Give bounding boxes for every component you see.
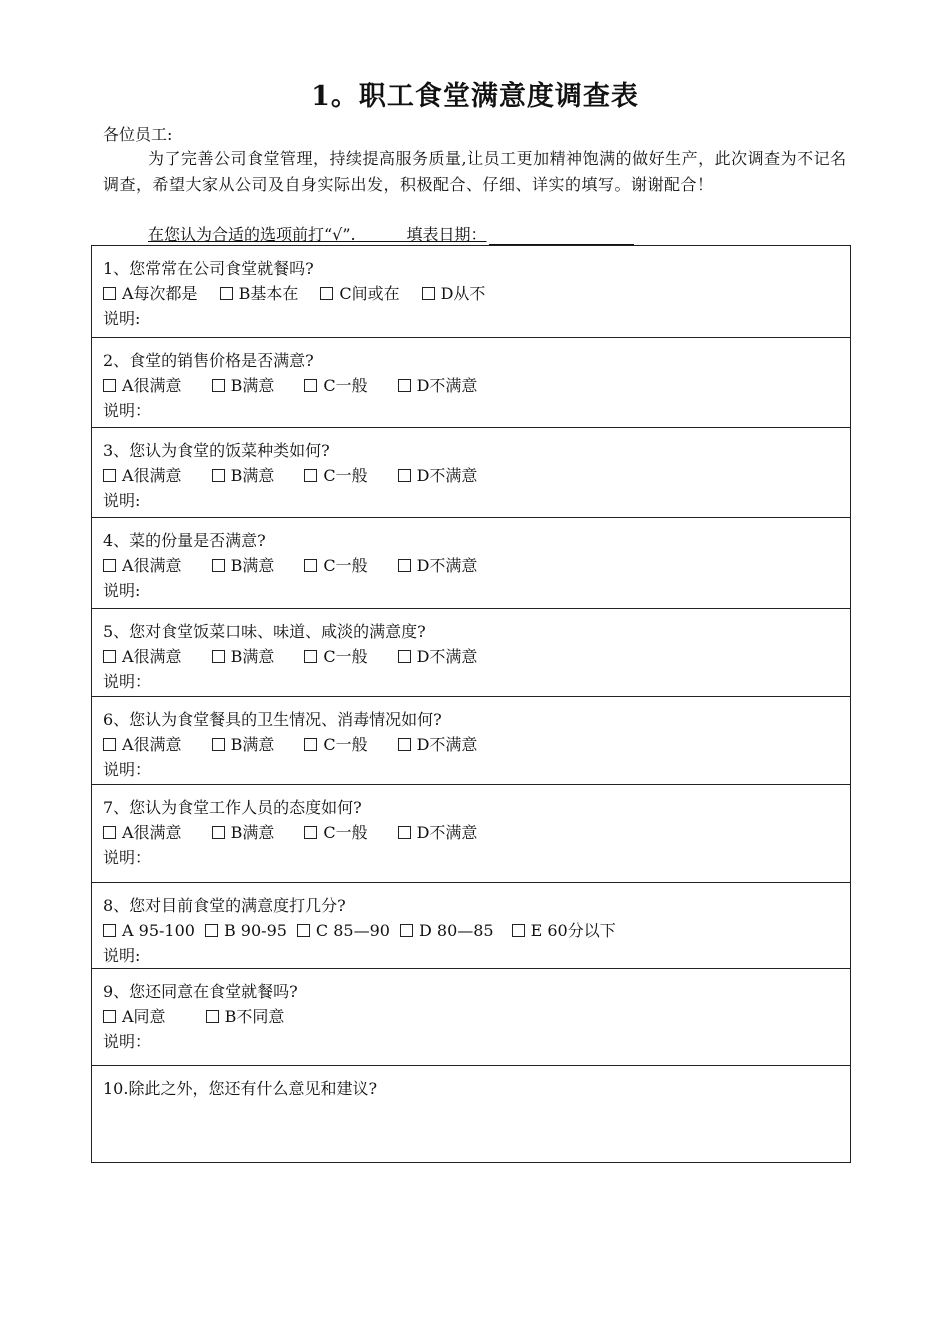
- option-label: D不满意: [416, 647, 478, 666]
- note-label: 说明：: [103, 1032, 152, 1051]
- checkbox[interactable]: [103, 650, 116, 663]
- checkbox[interactable]: [103, 738, 116, 751]
- option-8-5[interactable]: [512, 918, 616, 943]
- checkbox[interactable]: [212, 738, 225, 751]
- question-label: 1、您常常在公司食堂就餐吗?: [103, 259, 314, 278]
- option-label: C间或在: [339, 284, 400, 303]
- question-label: 6、您认为食堂餐具的卫生情况、消毒情况如何?: [103, 710, 442, 729]
- option-label: C 85—90: [315, 921, 390, 940]
- checkbox[interactable]: [400, 924, 413, 937]
- option-label: C一般: [323, 647, 368, 666]
- checkbox[interactable]: [212, 469, 225, 482]
- checkbox[interactable]: [398, 738, 411, 751]
- note-label: 说明：: [103, 848, 152, 867]
- option-8-3[interactable]: [297, 918, 390, 943]
- note-label: 说明:: [103, 946, 141, 965]
- options-row: [103, 373, 850, 398]
- option-5-3[interactable]: [304, 644, 367, 669]
- question-label: 4、菜的份量是否满意?: [103, 531, 266, 550]
- option-9-1[interactable]: [103, 1004, 166, 1029]
- survey-table: [91, 245, 851, 1163]
- question-9: [92, 969, 850, 1066]
- option-label: C一般: [323, 823, 368, 842]
- note-label: 说明：: [103, 401, 152, 420]
- option-label: D 80—85: [418, 921, 494, 940]
- option-9-2[interactable]: [206, 1004, 285, 1029]
- option-4-4[interactable]: [398, 553, 478, 578]
- date-label: 填表日期：: [406, 225, 487, 244]
- option-6-3[interactable]: [304, 732, 367, 757]
- question-label: 8、您对目前食堂的满意度打几分?: [103, 896, 346, 915]
- checkbox[interactable]: [103, 559, 116, 572]
- question-3: [92, 428, 850, 518]
- options-row: [103, 644, 850, 669]
- checkbox[interactable]: [304, 379, 317, 392]
- option-4-1[interactable]: [103, 553, 182, 578]
- options-row: [103, 281, 850, 306]
- option-label: B满意: [230, 735, 275, 754]
- options-row: [103, 1004, 850, 1029]
- question-label: 3、您认为食堂的饭菜种类如何?: [103, 441, 330, 460]
- option-1-3[interactable]: [320, 281, 399, 306]
- option-label: B满意: [230, 556, 275, 575]
- option-5-2[interactable]: [212, 644, 275, 669]
- question-2: [92, 338, 850, 428]
- question-1: [92, 246, 850, 338]
- checkbox[interactable]: [297, 924, 310, 937]
- checkbox[interactable]: [304, 559, 317, 572]
- checkbox[interactable]: [103, 924, 116, 937]
- option-4-2[interactable]: [212, 553, 275, 578]
- options-row: [103, 732, 850, 757]
- option-3-2[interactable]: [212, 463, 275, 488]
- checkbox[interactable]: [398, 559, 411, 572]
- question-7: [92, 785, 850, 883]
- option-label: A很满意: [122, 556, 182, 575]
- options-row: [103, 820, 850, 845]
- greeting: 各位员工:: [103, 125, 173, 144]
- option-2-4[interactable]: [398, 373, 478, 398]
- option-2-1[interactable]: [103, 373, 182, 398]
- checkbox[interactable]: [398, 826, 411, 839]
- checkbox[interactable]: [398, 650, 411, 663]
- option-4-3[interactable]: [304, 553, 367, 578]
- question-label: 2、食堂的销售价格是否满意?: [103, 351, 314, 370]
- checkbox[interactable]: [212, 650, 225, 663]
- intro-paragraph: 为了完善公司食堂管理，持续提高服务质量,让员工更加精神饱满的做好生产，此次调查为不记名调查，希望大家从公司及自身实际出发，积极配合、仔细、详实的填写。谢谢配合！: [103, 149, 847, 194]
- options-row: [103, 553, 850, 578]
- checkbox[interactable]: [304, 826, 317, 839]
- option-label: C一般: [323, 735, 368, 754]
- option-label: D不满意: [416, 823, 478, 842]
- option-label: A很满意: [122, 647, 182, 666]
- checkbox[interactable]: [212, 379, 225, 392]
- option-8-2[interactable]: [205, 918, 287, 943]
- note-label: 说明:: [103, 309, 141, 328]
- question-8: [92, 883, 850, 969]
- checkbox[interactable]: [103, 826, 116, 839]
- question-label: 7、您认为食堂工作人员的态度如何?: [103, 798, 362, 817]
- checkbox[interactable]: [398, 469, 411, 482]
- checkbox[interactable]: [103, 1010, 116, 1023]
- question-10: [92, 1066, 850, 1163]
- options-row: [103, 463, 850, 488]
- question-5: [92, 609, 850, 697]
- option-label: C一般: [323, 466, 368, 485]
- option-label: B基本在: [238, 284, 299, 303]
- checkbox[interactable]: [206, 1010, 219, 1023]
- option-6-1[interactable]: [103, 732, 182, 757]
- question-6: [92, 697, 850, 785]
- option-7-4[interactable]: [398, 820, 478, 845]
- option-label: C一般: [323, 556, 368, 575]
- question-label: 9、您还同意在食堂就餐吗?: [103, 982, 298, 1001]
- checkbox[interactable]: [398, 379, 411, 392]
- option-7-3[interactable]: [304, 820, 367, 845]
- option-label: E 60分以下: [530, 921, 616, 940]
- option-5-1[interactable]: [103, 644, 182, 669]
- option-label: D不满意: [416, 466, 478, 485]
- checkbox[interactable]: [512, 924, 525, 937]
- option-5-4[interactable]: [398, 644, 478, 669]
- option-label: A 95-100: [122, 921, 195, 940]
- option-label: D从不: [440, 284, 486, 303]
- checkbox[interactable]: [220, 287, 233, 300]
- checkbox[interactable]: [103, 469, 116, 482]
- option-3-3[interactable]: [304, 463, 367, 488]
- option-8-4[interactable]: [400, 918, 494, 943]
- option-label: B满意: [230, 376, 275, 395]
- question-4: [92, 518, 850, 609]
- option-label: D不满意: [416, 376, 478, 395]
- option-label: B满意: [230, 466, 275, 485]
- option-7-1[interactable]: [103, 820, 182, 845]
- option-label: C一般: [323, 376, 368, 395]
- option-label: B不同意: [224, 1007, 285, 1026]
- note-label: 说明:: [103, 581, 141, 600]
- instruction-line: [148, 222, 634, 245]
- option-label: A每次都是: [122, 284, 198, 303]
- option-label: A同意: [122, 1007, 166, 1026]
- option-3-1[interactable]: [103, 463, 182, 488]
- checkbox[interactable]: [304, 469, 317, 482]
- checkbox[interactable]: [205, 924, 218, 937]
- date-field[interactable]: [489, 228, 634, 245]
- survey-title: 1。职工食堂满意度调查表: [311, 81, 639, 112]
- option-label: A很满意: [122, 735, 182, 754]
- option-label: D不满意: [416, 735, 478, 754]
- option-label: B满意: [230, 823, 275, 842]
- checkbox[interactable]: [422, 287, 435, 300]
- checkbox[interactable]: [103, 379, 116, 392]
- option-7-2[interactable]: [212, 820, 275, 845]
- checkbox[interactable]: [212, 559, 225, 572]
- option-label: A很满意: [122, 376, 182, 395]
- option-6-2[interactable]: [212, 732, 275, 757]
- question-label: 10.除此之外，您还有什么意见和建议?: [103, 1079, 378, 1098]
- option-label: A很满意: [122, 466, 182, 485]
- checkbox[interactable]: [320, 287, 333, 300]
- option-1-4[interactable]: [422, 281, 486, 306]
- note-label: 说明:: [103, 491, 141, 510]
- option-label: B满意: [230, 647, 275, 666]
- checkbox[interactable]: [103, 287, 116, 300]
- options-row: [103, 918, 850, 943]
- checkbox[interactable]: [212, 826, 225, 839]
- option-label: A很满意: [122, 823, 182, 842]
- option-3-4[interactable]: [398, 463, 478, 488]
- option-6-4[interactable]: [398, 732, 478, 757]
- option-2-3[interactable]: [304, 373, 367, 398]
- option-1-2[interactable]: [220, 281, 299, 306]
- note-label: 说明：: [103, 760, 152, 779]
- instruction-text: 在您认为合适的选项前打“√”.: [148, 225, 356, 244]
- checkbox[interactable]: [304, 650, 317, 663]
- question-label: 5、您对食堂饭菜口味、味道、咸淡的满意度?: [103, 622, 426, 641]
- option-label: B 90-95: [223, 921, 287, 940]
- option-2-2[interactable]: [212, 373, 275, 398]
- option-label: D不满意: [416, 556, 478, 575]
- option-1-1[interactable]: [103, 281, 198, 306]
- note-label: 说明：: [103, 672, 152, 691]
- checkbox[interactable]: [304, 738, 317, 751]
- option-8-1[interactable]: [103, 918, 195, 943]
